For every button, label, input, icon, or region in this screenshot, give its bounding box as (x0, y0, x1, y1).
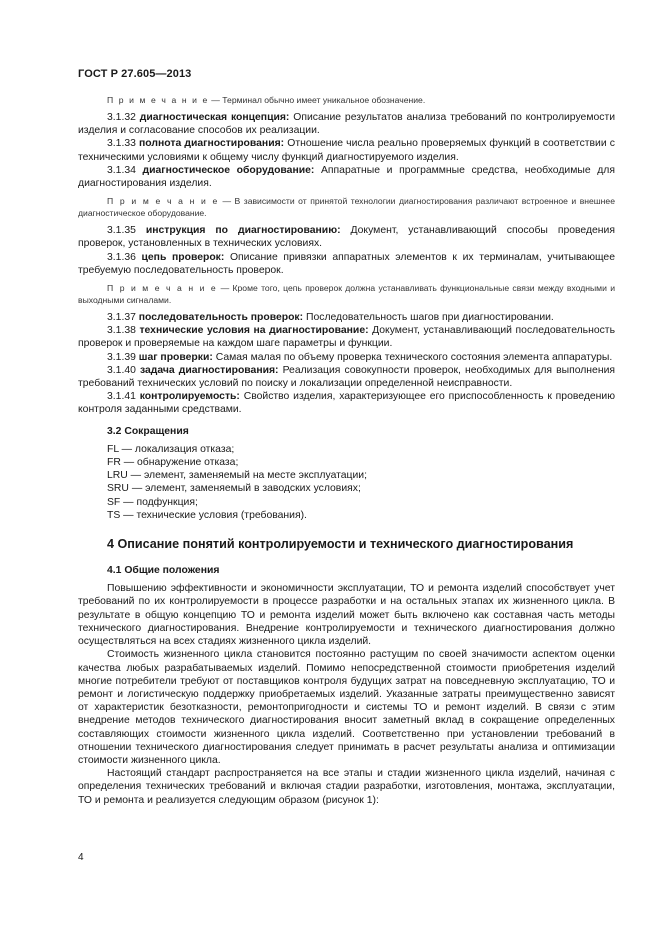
term-entry: 3.1.37 последовательность проверок: Последовательность шагов при диагностировании. (107, 312, 554, 324)
term-entry: 3.1.36 цепь проверок: Описание привязки аппаратных элементов к их терминалам, учитывающее требуемую последовательность проверок. (78, 251, 615, 276)
abbreviation-item: SRU — элемент, заменяемый в заводских условиях; (107, 483, 361, 495)
term-entry: 3.1.38 технические условия на диагностирование: Документ, устанавливающий последовательность проверок и проверяемые на каждом шаге параметры и функции. (78, 325, 615, 350)
document-header: ГОСТ Р 27.605—2013 (78, 68, 192, 80)
body-paragraph: Повышению эффективности и экономичности эксплуатации, ТО и ремонта изделий способствует учет требований по их контролируемости в процессе разработки и на остальных этапах их жизненного цикла. В результате в общую концепцию ТО и ремонта изделий может быть включено как составная часть методы технического диагностирования. Внедрение контролируемости и технического диагностирования должно осуществляться на всех стадиях жизненного цикла изделий. (78, 583, 615, 648)
abbreviation-item: FL — локализация отказа; (107, 443, 235, 455)
term-entry: 3.1.32 диагностическая концепция: Описание результатов анализа требований по контролируемости изделия и согласование способов их реализации. (78, 112, 616, 137)
subsection-heading: 4.1 Общие положения (107, 565, 220, 577)
abbreviation-item: TS — технические условия (требования). (107, 509, 307, 521)
note: П р и м е ч а н и е — Кроме того, цепь проверок должна устанавливать функциональные связи между входными и выходными сигналами. (78, 283, 616, 306)
abbreviation-item: FR — обнаружение отказа; (107, 457, 239, 469)
term-entry: 3.1.41 контролируемость: Свойство изделия, характеризующее его приспособленность к проведению контроля заданными средствами. (78, 391, 615, 416)
term-entry: 3.1.34 диагностическое оборудование: Аппаратные и программные средства, необходимые для диагностирования изделия. (78, 164, 615, 190)
note: П р и м е ч а н и е — Терминал обычно имеет уникальное обозначение. (107, 95, 426, 105)
section-heading: 3.2 Сокращения (107, 425, 189, 437)
term-entry: 3.1.40 задача диагностирования: Реализация совокупности проверок, необходимых для выполнения требований технических условий по поиску и локализации определенной неисправности. (78, 364, 615, 390)
body-paragraph: Настоящий стандарт распространяется на все этапы и стадии жизненного цикла изделий, начиная с определения технических требований и включая стадии разработки, изготовления, монтажа, эксплуатации, ТО и ремонта и реализуется следующим образом (рисунок 1): (78, 768, 615, 806)
note: П р и м е ч а н и е — В зависимости от принятой технологии диагностирования различают встроенное и внешнее диагностическое оборудование. (78, 196, 615, 219)
term-entry: 3.1.35 инструкция по диагностированию: Документ, устанавливающий способы проведения проверок, установленных в технических условиях. (78, 225, 615, 250)
abbreviation-item: LRU — элемент, заменяемый на месте эксплуатации; (107, 470, 367, 482)
page-number: 4 (78, 852, 84, 863)
term-entry: 3.1.33 полнота диагностирования: Отношение числа реально проверяемых функций в соответствии с техническими условиями к общему числу функций диагностируемого изделия. (78, 138, 615, 163)
chapter-heading: 4 Описание понятий контролируемости и технического диагностирования (107, 537, 574, 552)
body-paragraph: Стоимость жизненного цикла становится постоянно растущим по своей значимости аспектом оценки качества любых разрабатываемых изделий. Помимо непосредственной стоимости приобретения изделий многие потребители требуют от поставщиков контроля будущих затрат на повседневную эксплуатацию, ТО и ремонт и логистическую поддержку приобретаемых изделий. Указанные затраты преимущественно зависят от характеристик безотказности, ремонтопригодности и системы ТО и ремонт изделий. В связи с этим внедрение методов технического диагностирования вносит заметный вклад в сокращение определенных составляющих стоимости жизненного цикла изделий. Соответственно при установлении требований в отношении технического диагностирования следует принимать в расчет результаты анализа и оптимизации стоимости жизненного цикла. (78, 649, 615, 766)
document-body (78, 94, 615, 807)
abbreviation-item: SF — подфункция; (107, 496, 198, 508)
term-entry: 3.1.39 шаг проверки: Самая малая по объему проверка технического состояния элемента аппаратуры. (107, 351, 613, 363)
